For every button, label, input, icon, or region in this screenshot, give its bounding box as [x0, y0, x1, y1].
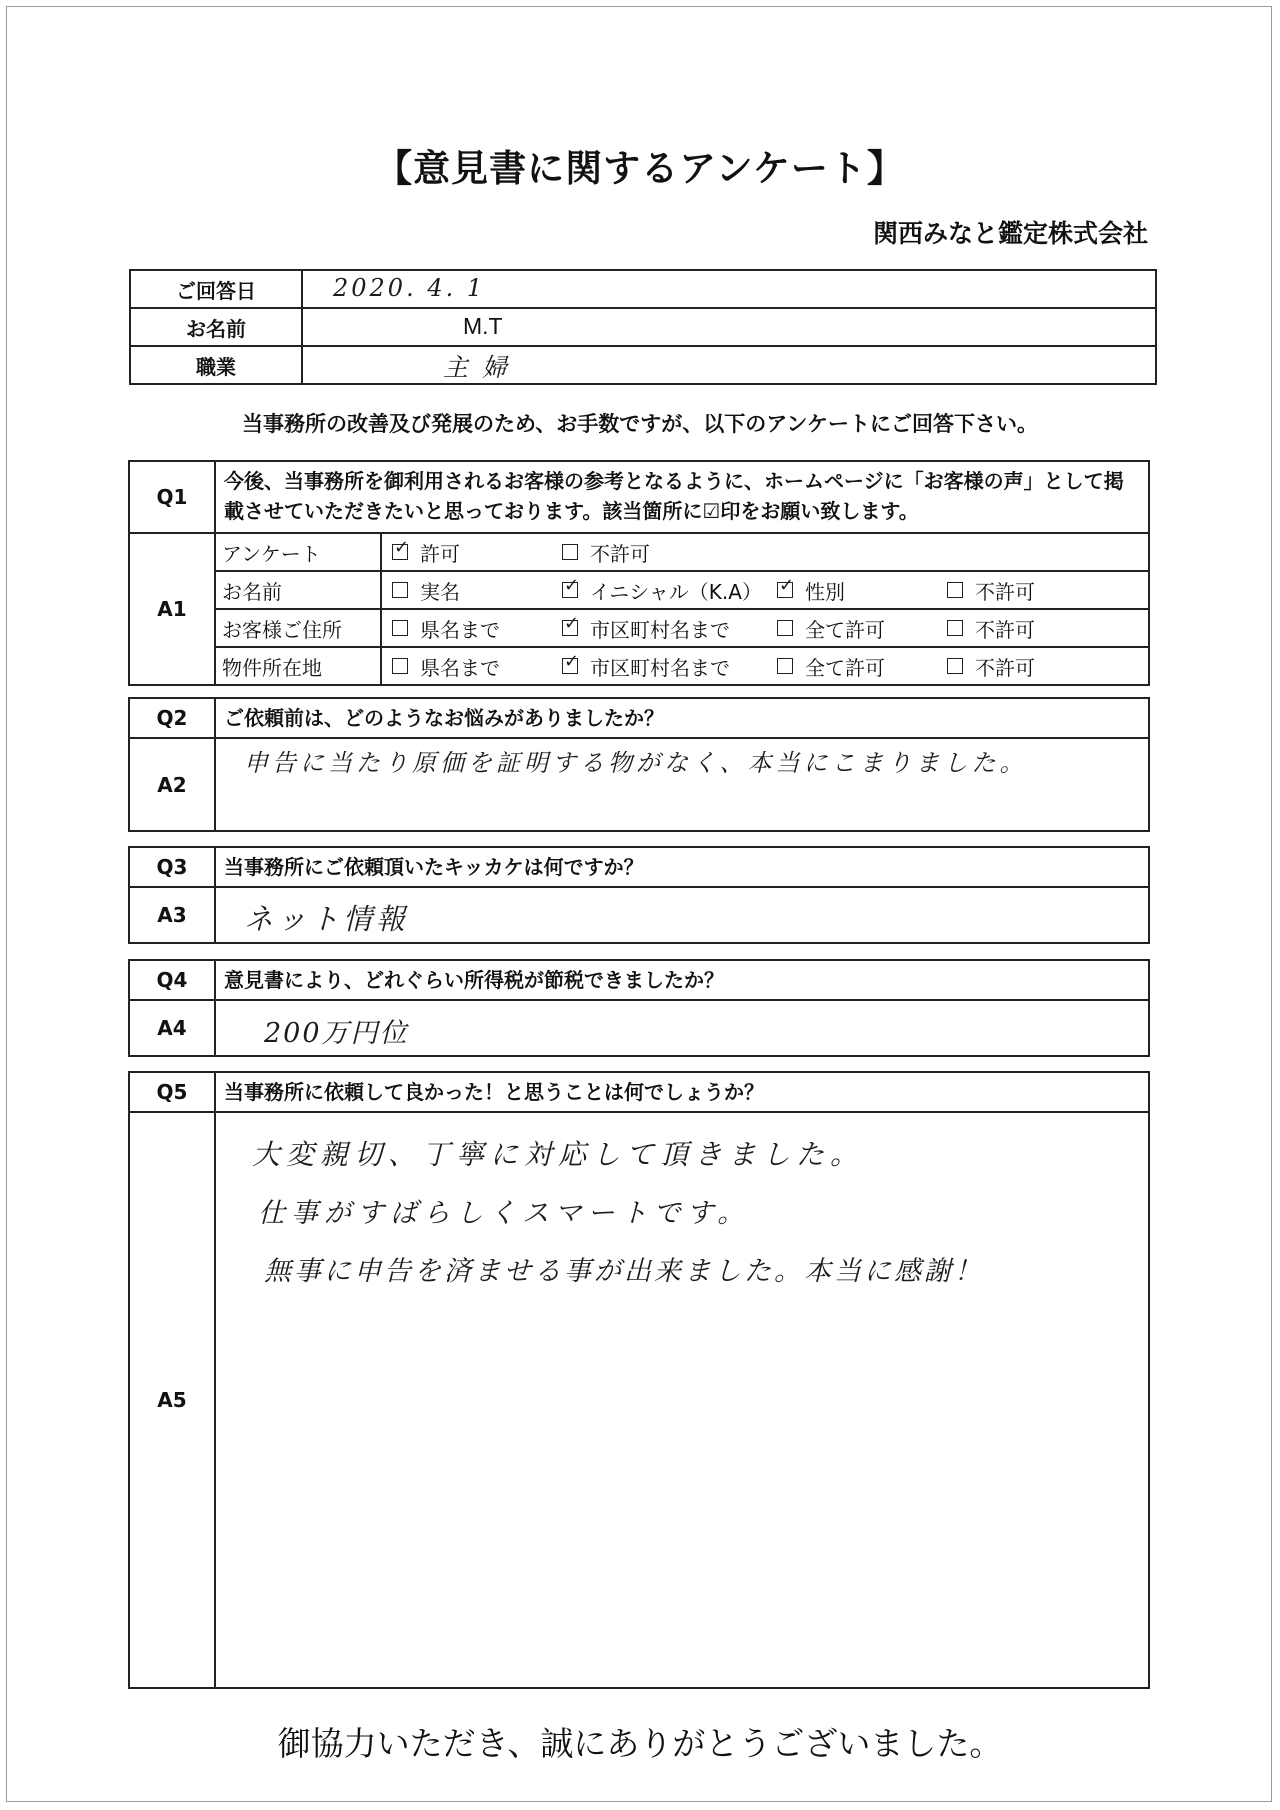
- answer-2-row: [130, 739, 1148, 830]
- consent-option[interactable]: [562, 610, 730, 646]
- consent-option[interactable]: [777, 648, 885, 684]
- consent-option-label: 実名: [420, 579, 460, 604]
- consent-row-label: 物件所在地: [216, 648, 382, 684]
- respondent-info-table: [129, 269, 1157, 385]
- name-label: お名前: [131, 309, 303, 345]
- consent-option[interactable]: [947, 610, 1035, 646]
- checkbox-icon[interactable]: [777, 658, 793, 674]
- consent-row-label: アンケート: [216, 534, 382, 570]
- consent-option[interactable]: [777, 572, 845, 608]
- checkbox-icon[interactable]: [562, 544, 578, 560]
- consent-option[interactable]: [392, 572, 460, 608]
- consent-option[interactable]: [562, 572, 762, 608]
- question-4-text: 意見書により、どれぐらい所得税が節税できましたか？: [224, 968, 724, 992]
- job-row: [131, 345, 1155, 383]
- question-4-block: [128, 959, 1150, 1057]
- consent-option-label: 性別: [805, 579, 845, 604]
- question-3-text: 当事務所にご依頼頂いたキッカケは何ですか？: [224, 855, 644, 879]
- question-3-block: [128, 846, 1150, 944]
- consent-option-label: 不許可: [975, 579, 1035, 604]
- question-3-code: Q3: [130, 848, 216, 886]
- answer-3-field[interactable]: [216, 888, 1148, 942]
- consent-option-label: イニシャル（K.A）: [590, 579, 762, 604]
- question-5-code: Q5: [130, 1073, 216, 1111]
- question-2-code: Q2: [130, 699, 216, 737]
- job-value: 主婦: [443, 353, 522, 382]
- answer-3-code: A3: [130, 888, 216, 942]
- consent-option-label: 市区町村名まで: [590, 655, 730, 680]
- answer-4-text: 200万円位: [264, 1018, 409, 1049]
- consent-option[interactable]: [392, 648, 500, 684]
- date-label: ご回答日: [131, 271, 303, 307]
- date-value: 2020. 4. 1: [333, 274, 486, 302]
- question-1-block: [128, 460, 1150, 686]
- answer-1-row: [130, 534, 1148, 684]
- date-field[interactable]: [303, 271, 1155, 307]
- consent-row: [216, 608, 1148, 646]
- consent-options: [382, 572, 1148, 608]
- consent-row: [216, 570, 1148, 608]
- question-1-text: 今後、当事務所を御利用されるお客様の参考となるように、ホームページに「お客様の声」として掲載させていただきたいと思っております。該当箇所に☑印をお願い致します。: [224, 469, 1124, 523]
- consent-options: [382, 534, 1148, 570]
- consent-option-label: 全て許可: [805, 617, 885, 642]
- job-label: 職業: [131, 347, 303, 383]
- question-4-row: [130, 961, 1148, 1001]
- consent-options: [382, 648, 1148, 684]
- name-value: M.T: [463, 313, 503, 339]
- checked-box-icon[interactable]: [777, 575, 795, 598]
- consent-option-label: 不許可: [590, 541, 650, 566]
- consent-option-label: 不許可: [975, 655, 1035, 680]
- consent-option[interactable]: [777, 610, 885, 646]
- answer-3-text: ネット情報: [244, 902, 410, 936]
- answer-5-line-3: 無事に申告を済ませる事が出来ました。本当に感謝！: [264, 1256, 984, 1287]
- checked-box-icon[interactable]: [562, 575, 580, 598]
- checkbox-icon[interactable]: [947, 658, 963, 674]
- answer-2-code: A2: [130, 739, 216, 830]
- checkbox-icon[interactable]: [947, 620, 963, 636]
- closing-message: 御協力いただき、誠にありがとうございました。: [277, 1724, 1003, 1763]
- checkmark-icon: ✓: [564, 613, 580, 634]
- answer-5-row: [130, 1113, 1148, 1687]
- question-5-row: [130, 1073, 1148, 1113]
- answer-5-line-1: 大変親切、丁寧に対応して頂きました。: [252, 1138, 865, 1171]
- checkmark-icon: ✓: [394, 537, 410, 558]
- question-5-block: [128, 1071, 1150, 1689]
- consent-option-label: 許可: [420, 541, 460, 566]
- question-2-row: [130, 699, 1148, 739]
- checkbox-icon[interactable]: [392, 658, 408, 674]
- answer-5-field[interactable]: [216, 1113, 1148, 1687]
- checked-box-icon[interactable]: [562, 613, 580, 636]
- document-title: 【意見書に関するアンケート】: [375, 147, 905, 190]
- question-1-code: Q1: [130, 462, 216, 532]
- question-2-block: [128, 697, 1150, 832]
- checked-box-icon[interactable]: [392, 537, 410, 560]
- checkbox-icon[interactable]: [392, 620, 408, 636]
- consent-row: [216, 534, 1148, 570]
- answer-5-line-2: 仕事がすばらしくスマートです。: [258, 1198, 751, 1229]
- answer-1-code: A1: [130, 534, 216, 684]
- consent-option[interactable]: [392, 610, 500, 646]
- consent-option-label: 県名まで: [420, 617, 500, 642]
- question-4-code: Q4: [130, 961, 216, 999]
- job-field[interactable]: [303, 347, 1155, 383]
- consent-row-label: お客様ご住所: [216, 610, 382, 646]
- consent-option-label: 市区町村名まで: [590, 617, 730, 642]
- checkbox-icon[interactable]: [777, 620, 793, 636]
- date-row: [131, 271, 1155, 307]
- answer-3-row: [130, 888, 1148, 942]
- answer-2-text: 申告に当たり原価を証明する物がなく、本当にこまりました。: [244, 749, 1028, 777]
- answer-4-row: [130, 1001, 1148, 1055]
- checkmark-icon: ✓: [564, 575, 580, 596]
- company-name: 関西みなと鑑定株式会社: [872, 219, 1148, 248]
- consent-option-label: 全て許可: [805, 655, 885, 680]
- question-5-text: 当事務所に依頼して良かった！と思うことは何でしょうか？: [224, 1080, 764, 1104]
- answer-5-code: A5: [130, 1113, 216, 1687]
- question-3-row: [130, 848, 1148, 888]
- consent-row: [216, 646, 1148, 684]
- checkbox-icon[interactable]: [947, 582, 963, 598]
- consent-option[interactable]: [562, 534, 650, 570]
- consent-option-label: 不許可: [975, 617, 1035, 642]
- checkmark-icon: ✓: [564, 651, 580, 672]
- consent-options: [382, 610, 1148, 646]
- checkmark-icon: ✓: [779, 575, 795, 596]
- checked-box-icon[interactable]: [562, 651, 580, 674]
- answer-4-code: A4: [130, 1001, 216, 1055]
- name-field[interactable]: [303, 309, 1155, 345]
- question-2-text: ご依頼前は、どのようなお悩みがありましたか？: [224, 706, 664, 730]
- answer-4-field[interactable]: [216, 1001, 1148, 1055]
- name-row: [131, 307, 1155, 345]
- answer-2-field[interactable]: [216, 739, 1148, 830]
- consent-option[interactable]: [947, 572, 1035, 608]
- consent-row-label: お名前: [216, 572, 382, 608]
- consent-grid: [216, 534, 1148, 684]
- checkbox-icon[interactable]: [392, 582, 408, 598]
- consent-option[interactable]: [947, 648, 1035, 684]
- consent-option[interactable]: [392, 534, 460, 570]
- consent-option-label: 県名まで: [420, 655, 500, 680]
- question-1-row: [130, 462, 1148, 534]
- instructions: 当事務所の改善及び発展のため、お手数ですが、以下のアンケートにご回答下さい。: [242, 412, 1038, 436]
- consent-option[interactable]: [562, 648, 730, 684]
